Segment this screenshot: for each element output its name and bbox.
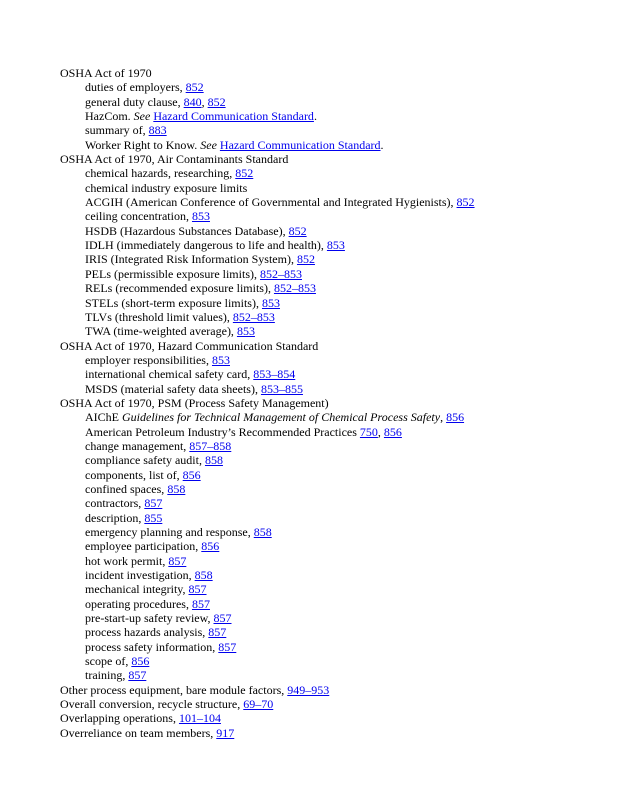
index-subentry: [60, 166, 620, 180]
entry-text: HazCom.: [85, 109, 134, 124]
page-reference-link[interactable]: 858: [194, 568, 213, 583]
entry-text: emergency planning and response,: [85, 525, 254, 539]
index-subentry: [60, 668, 620, 682]
page-reference-link[interactable]: 852: [296, 252, 315, 267]
index-entry: [60, 726, 620, 740]
index-entry: [60, 683, 620, 697]
entry-text: chemical hazards, researching,: [85, 166, 236, 181]
index-subentry: [60, 453, 620, 467]
index-subentry: [60, 181, 620, 195]
entry-text: IRIS (Integrated Risk Information System),: [85, 252, 297, 267]
entry-text: AIChE: [85, 410, 122, 425]
index-subentry: [60, 511, 620, 525]
index-subentry: [60, 353, 620, 367]
page-reference-link[interactable]: 857: [168, 553, 187, 568]
entry-text: change management,: [85, 438, 190, 453]
entry-text: OSHA Act of 1970: [60, 66, 152, 80]
page-reference-link[interactable]: 853: [326, 238, 345, 253]
entry-text: .: [380, 137, 384, 152]
page-reference-link[interactable]: 852: [185, 80, 204, 95]
entry-text: process hazards analysis,: [85, 625, 209, 640]
index-subentry: [60, 568, 620, 582]
page-reference-link[interactable]: 852: [456, 195, 475, 210]
entry-text: operating procedures,: [85, 596, 192, 611]
entry-text: Overlapping operations,: [60, 711, 179, 726]
index-subentry: [60, 439, 620, 453]
entry-text: PELs (permissible exposure limits),: [85, 266, 260, 281]
page-reference-link[interactable]: 856: [131, 654, 150, 669]
page-reference-link[interactable]: 857: [128, 668, 147, 683]
entry-text: American Petroleum Industry’s Recommended Practices: [85, 424, 360, 439]
index-subentry: [60, 109, 620, 123]
page-reference-link[interactable]: 840: [183, 94, 202, 109]
index-subentry: [60, 267, 620, 281]
index-subentry: [60, 625, 620, 639]
entry-text: Overall conversion, recycle structure,: [60, 697, 244, 712]
entry-text: chemical industry exposure limits: [85, 180, 248, 195]
index-subentry: [60, 281, 620, 295]
page-reference-link[interactable]: 949–953: [287, 682, 330, 697]
entry-text: duties of employers,: [85, 80, 186, 95]
entry-text: mechanical integrity,: [85, 582, 189, 597]
page-reference-link[interactable]: 858: [204, 453, 223, 468]
page-reference-link[interactable]: 857: [191, 596, 210, 611]
italic-text: Guidelines for Technical Management of Chemical Process Safety: [122, 410, 441, 425]
index-subentry: [60, 597, 620, 611]
page-reference-link[interactable]: 857: [208, 625, 227, 640]
entry-text: OSHA Act of 1970, Air Contaminants Standard: [60, 152, 289, 167]
entry-text: HSDB (Hazardous Substances Database),: [85, 223, 289, 238]
index-subentry: [60, 640, 620, 654]
index-subentry: [60, 310, 620, 324]
entry-text: hot work permit,: [85, 553, 169, 568]
page-reference-link[interactable]: 852: [207, 94, 226, 109]
entry-text: STELs (short-term exposure limits),: [85, 295, 262, 310]
entry-text: MSDS (material safety data sheets),: [85, 381, 261, 396]
index-subentry: [60, 410, 620, 424]
page-reference-link[interactable]: 852–853: [232, 309, 275, 324]
page-reference-link[interactable]: 853–854: [253, 367, 296, 382]
page-reference-link[interactable]: 917: [216, 725, 235, 740]
entry-text: Worker Right to Know.: [85, 137, 201, 152]
entry-text: OSHA Act of 1970, Hazard Communication Standard: [60, 338, 319, 353]
index-subentry: [60, 238, 620, 252]
entry-text: Other process equipment, bare module factors,: [60, 682, 288, 697]
index-subentry: [60, 209, 620, 223]
entry-text: pre-start-up safety review,: [85, 611, 214, 626]
index-subentry: [60, 525, 620, 539]
entry-text: ,: [440, 410, 447, 425]
index-subentry: [60, 554, 620, 568]
page-reference-link[interactable]: Hazard Communication Standard: [219, 137, 381, 152]
page-reference-link[interactable]: 852–853: [259, 266, 302, 281]
index-subentry: [60, 224, 620, 238]
index-subentry: [60, 468, 620, 482]
page-reference-link[interactable]: 852: [288, 223, 307, 238]
page-reference-link[interactable]: 69–70: [243, 697, 274, 712]
entry-text: contractors,: [85, 496, 145, 511]
page-reference-link[interactable]: 852: [235, 166, 254, 181]
index-entry: [60, 697, 620, 711]
page-reference-link[interactable]: Hazard Communication Standard: [153, 109, 314, 124]
entry-text: training,: [85, 668, 129, 683]
index-subentry: [60, 195, 620, 209]
entry-text: incident investigation,: [85, 568, 195, 583]
entry-text: Overreliance on team members,: [60, 725, 217, 740]
page-reference-link[interactable]: 101–104: [178, 711, 221, 726]
index-subentry: [60, 496, 620, 510]
page-reference-link[interactable]: 853–855: [260, 381, 303, 396]
entry-text: components, list of,: [85, 467, 183, 482]
entry-text: description,: [85, 510, 145, 525]
index-entry: [60, 66, 620, 80]
entry-text: scope of,: [85, 654, 132, 669]
entry-text: ,: [377, 424, 384, 439]
page-reference-link[interactable]: 852–853: [273, 281, 316, 296]
page-reference-link[interactable]: 857: [188, 582, 207, 597]
entry-text: ACGIH (American Conference of Governmental and Integrated Hygienists),: [85, 195, 457, 210]
page-reference-link[interactable]: 853: [236, 324, 255, 339]
entry-text: OSHA Act of 1970, PSM (Process Safety Management): [60, 395, 329, 410]
index-page: [60, 66, 620, 740]
index-subentry: [60, 367, 620, 381]
page-reference-link[interactable]: 856: [383, 424, 402, 439]
index-subentry: [60, 252, 620, 266]
entry-text: TLVs (threshold limit values),: [85, 309, 233, 324]
page-reference-link[interactable]: 857–858: [189, 438, 232, 453]
entry-text: summary of,: [85, 123, 149, 138]
page-reference-link[interactable]: 856: [446, 410, 465, 425]
page-reference-link[interactable]: 855: [144, 510, 163, 525]
page-reference-link[interactable]: 857: [144, 496, 163, 511]
entry-text: employee participation,: [85, 539, 202, 554]
italic-text: See: [200, 137, 217, 152]
index-subentry: [60, 654, 620, 668]
index-entry: [60, 396, 620, 410]
index-entry: [60, 339, 620, 353]
index-subentry: [60, 382, 620, 396]
index-subentry: [60, 123, 620, 137]
entry-text: confined spaces,: [85, 481, 168, 496]
page-reference-link[interactable]: 856: [182, 467, 201, 482]
index-entry: [60, 711, 620, 725]
entry-text: IDLH (immediately dangerous to life and health),: [85, 238, 327, 253]
index-subentry: [60, 539, 620, 553]
index-subentry: [60, 138, 620, 152]
page-reference-link[interactable]: 853: [211, 352, 230, 367]
entry-text: general duty clause,: [85, 94, 184, 109]
page-reference-link[interactable]: 856: [201, 539, 220, 554]
page-reference-link[interactable]: 853: [191, 209, 210, 224]
index-subentry: [60, 324, 620, 338]
entry-text: .: [313, 109, 317, 124]
entry-text: international chemical safety card,: [85, 367, 254, 382]
entry-text: compliance safety audit,: [85, 453, 205, 468]
page-reference-link[interactable]: 750: [359, 424, 378, 439]
entry-text: ceiling concentration,: [85, 209, 192, 224]
entry-text: RELs (recommended exposure limits),: [85, 281, 274, 296]
index-subentry: [60, 296, 620, 310]
index-subentry: [60, 611, 620, 625]
index-entry: [60, 152, 620, 166]
italic-text: See: [133, 109, 151, 124]
entry-text: employer responsibilities,: [85, 352, 212, 367]
entry-text: process safety information,: [85, 639, 219, 654]
index-subentry: [60, 425, 620, 439]
page-reference-link[interactable]: 857: [218, 639, 237, 654]
page-reference-link[interactable]: 883: [148, 123, 167, 138]
page-reference-link[interactable]: 858: [253, 525, 272, 539]
page-reference-link[interactable]: 853: [261, 295, 280, 310]
page-reference-link[interactable]: 858: [167, 481, 186, 496]
entry-text: TWA (time-weighted average),: [85, 324, 237, 339]
index-subentry: [60, 482, 620, 496]
index-subentry: [60, 582, 620, 596]
page-reference-link[interactable]: 857: [213, 611, 232, 626]
entry-text: ,: [201, 94, 208, 109]
index-subentry: [60, 80, 620, 94]
index-subentry: [60, 95, 620, 109]
